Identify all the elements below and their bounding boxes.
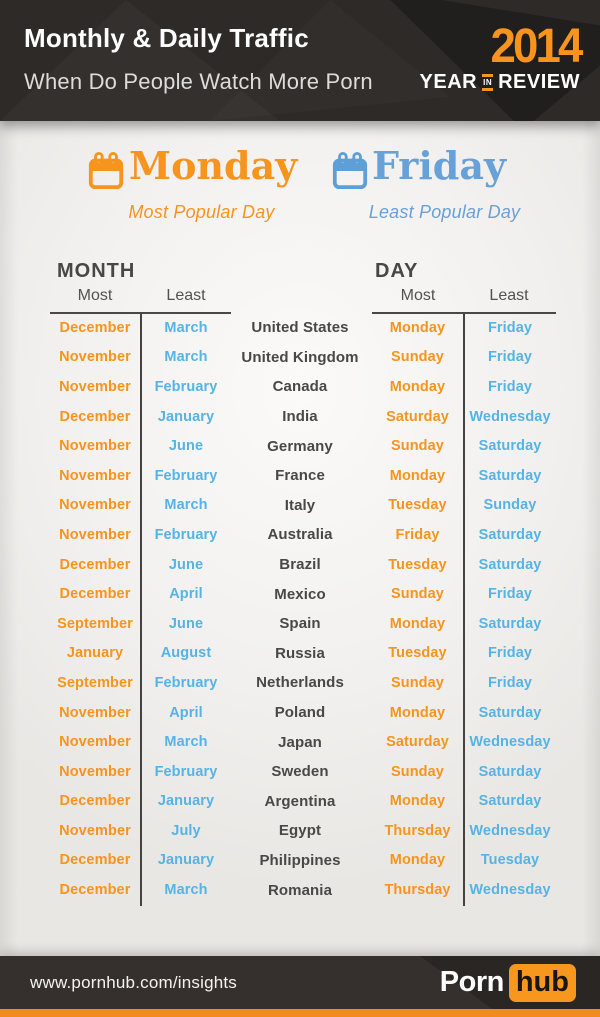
country-cell: Philippines	[259, 851, 341, 869]
month-least-cell: April	[169, 704, 203, 721]
pornhub-logo	[440, 956, 576, 1009]
most-popular-day-caption: Most Popular Day	[128, 202, 275, 222]
logo-porn-text: Porn	[439, 966, 504, 998]
month-most-cell: November	[59, 378, 131, 395]
day-most-cell: Monday	[389, 852, 446, 869]
month-most-cell: December	[59, 319, 131, 336]
month-least-column-header: Least	[166, 287, 206, 304]
month-least-cell: February	[154, 467, 218, 484]
day-least-cell: Saturday	[478, 526, 542, 543]
month-most-cell: December	[59, 793, 131, 810]
review-label: REVIEW	[498, 71, 580, 93]
header	[0, 0, 600, 121]
country-cell: Italy	[284, 496, 316, 514]
day-most-cell: Monday	[389, 467, 446, 484]
day-most-cell: Tuesday	[388, 645, 447, 662]
day-least-cell: Friday	[487, 349, 533, 366]
month-most-cell: December	[59, 586, 131, 603]
month-most-cell: November	[59, 349, 131, 366]
month-least-cell: April	[169, 586, 203, 603]
day-most-cell: Tuesday	[388, 497, 447, 514]
month-most-cell: November	[59, 526, 131, 543]
month-most-cell: January	[66, 645, 124, 662]
day-most-cell: Thursday	[384, 822, 451, 839]
country-cell: Canada	[272, 378, 328, 396]
country-cell: Argentina	[264, 792, 336, 810]
day-least-cell: Friday	[487, 378, 533, 395]
day-most-cell: Monday	[389, 378, 446, 395]
day-table-title: DAY	[375, 260, 419, 282]
year-in-review-logo	[419, 20, 580, 94]
country-cell: Sweden	[271, 763, 329, 781]
year-in-review-row	[420, 71, 580, 94]
month-most-cell: November	[59, 497, 131, 514]
country-cell: Netherlands	[256, 674, 344, 692]
country-cell: Germany	[267, 437, 333, 455]
country-cell: United States	[251, 319, 349, 337]
insights-url: www.pornhub.com/insights	[30, 972, 238, 992]
month-least-cell: August	[160, 645, 212, 662]
month-least-cell: March	[164, 497, 208, 514]
least-popular-day-value: Friday	[372, 143, 507, 188]
month-most-cell: November	[59, 734, 131, 751]
month-least-cell: June	[168, 556, 204, 573]
month-most-cell: November	[59, 438, 131, 455]
day-most-cell: Monday	[389, 615, 446, 632]
day-most-cell: Sunday	[391, 586, 444, 603]
day-least-cell: Sunday	[483, 497, 537, 514]
month-most-cell: November	[59, 763, 131, 780]
day-most-cell: Sunday	[391, 438, 444, 455]
month-most-cell: December	[59, 882, 131, 899]
country-cell: India	[282, 408, 318, 426]
month-most-cell: December	[59, 408, 131, 425]
bottom-orange-strip	[0, 1009, 600, 1017]
day-least-column	[464, 313, 556, 905]
month-most-column	[50, 313, 140, 905]
month-most-cell: November	[59, 467, 131, 484]
day-least-cell: Saturday	[478, 763, 542, 780]
in-badge-bottom-bar	[482, 88, 493, 91]
month-least-cell: July	[171, 822, 201, 839]
day-least-cell: Friday	[487, 674, 533, 691]
month-least-cell: February	[154, 763, 218, 780]
day-most-cell: Saturday	[386, 734, 449, 751]
page-title: Monthly & Daily Traffic	[24, 23, 309, 53]
month-least-cell: February	[154, 526, 218, 543]
day-least-column-header: Least	[489, 287, 529, 304]
content-area	[0, 121, 600, 956]
day-most-cell: Monday	[389, 319, 446, 336]
day-most-column-header: Most	[400, 287, 436, 304]
month-most-cell: December	[59, 556, 131, 573]
day-least-cell: Wednesday	[469, 734, 551, 751]
day-least-cell: Friday	[487, 645, 533, 662]
day-most-cell: Thursday	[384, 882, 451, 899]
year-2014-label: 2014	[489, 20, 580, 73]
day-least-cell: Saturday	[478, 556, 542, 573]
month-most-cell: November	[59, 822, 131, 839]
year-label: YEAR	[419, 71, 478, 93]
country-column	[225, 313, 375, 905]
month-most-cell: November	[59, 704, 131, 721]
day-most-cell: Sunday	[391, 674, 444, 691]
month-table-title: MONTH	[57, 260, 136, 282]
day-least-cell: Saturday	[478, 704, 542, 721]
country-cell: Russia	[275, 644, 325, 662]
month-least-cell: February	[154, 674, 218, 691]
country-cell: Poland	[274, 704, 326, 722]
country-cell: Egypt	[278, 822, 322, 840]
least-popular-day-caption: Least Popular Day	[368, 202, 521, 222]
country-cell: Australia	[267, 526, 333, 544]
country-cell: France	[275, 467, 325, 485]
in-badge-top-bar	[482, 74, 493, 77]
day-least-cell: Wednesday	[469, 822, 551, 839]
page-subtitle: When Do People Watch More Porn	[24, 69, 373, 94]
month-least-column	[141, 313, 231, 905]
day-least-cell: Tuesday	[480, 852, 540, 869]
day-least-cell: Saturday	[478, 467, 542, 484]
month-most-cell: September	[57, 615, 133, 632]
month-least-cell: March	[164, 319, 208, 336]
month-least-cell: June	[168, 438, 204, 455]
header-polygon-decor	[150, 0, 450, 121]
calendar-icon	[331, 151, 369, 191]
day-least-cell: Saturday	[478, 615, 542, 632]
month-least-cell: February	[154, 378, 218, 395]
day-most-cell: Tuesday	[388, 556, 447, 573]
month-least-cell: January	[157, 408, 215, 425]
month-least-cell: March	[164, 349, 208, 366]
month-most-column-header: Most	[77, 287, 113, 304]
header-polygon-decor	[0, 0, 280, 121]
country-cell: Brazil	[279, 556, 321, 574]
country-cell: Spain	[279, 615, 321, 633]
footer	[0, 956, 600, 1009]
day-least-cell: Friday	[487, 319, 533, 336]
day-most-cell: Monday	[389, 704, 446, 721]
month-most-cell: December	[59, 852, 131, 869]
day-most-cell: Friday	[395, 526, 440, 543]
most-popular-day-value: Monday	[129, 143, 298, 188]
day-most-column	[372, 313, 463, 905]
in-label: IN	[483, 78, 493, 87]
day-least-cell: Friday	[487, 586, 533, 603]
day-least-cell: Saturday	[478, 793, 542, 810]
day-most-cell: Monday	[389, 793, 446, 810]
calendar-icon	[87, 151, 125, 191]
day-least-cell: Saturday	[478, 438, 542, 455]
month-least-cell: January	[157, 793, 215, 810]
in-badge	[482, 74, 493, 91]
day-least-cell: Wednesday	[469, 408, 551, 425]
country-cell: Japan	[278, 733, 322, 751]
month-least-cell: June	[168, 615, 204, 632]
month-least-cell: January	[157, 852, 215, 869]
month-least-cell: March	[164, 882, 208, 899]
day-most-cell: Sunday	[391, 763, 444, 780]
country-cell: Mexico	[274, 585, 326, 603]
day-least-cell: Wednesday	[469, 882, 551, 899]
day-most-cell: Sunday	[391, 349, 444, 366]
country-cell: United Kingdom	[241, 348, 359, 366]
day-most-cell: Saturday	[386, 408, 449, 425]
country-cell: Romania	[267, 881, 333, 899]
month-least-cell: March	[164, 734, 208, 751]
logo-hub-badge: hub	[509, 964, 576, 1002]
month-most-cell: September	[57, 674, 133, 691]
